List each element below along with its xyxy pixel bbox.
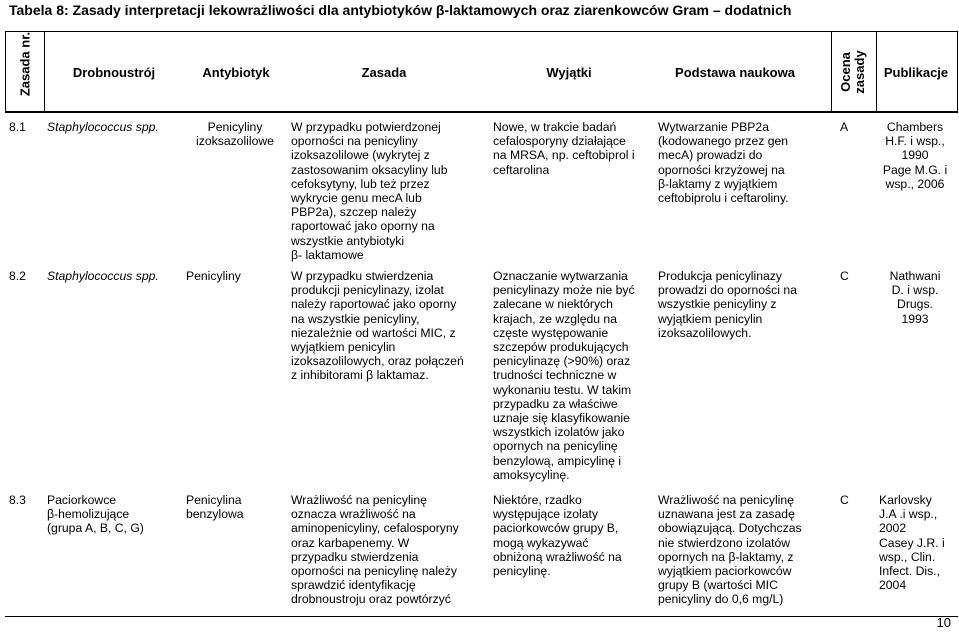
cell-rule: W przypadku potwierdzonej oporności na penicyliny izoksazolilowe (wykrytej z zastosowanim oksacyliny lub cefoksytyny, lub też przez wykrycie genu mecA lub PBP2a), szczep należy raportować jako oporny na wszystkie antybiotyki β- laktamowe	[291, 120, 448, 262]
header-rule: Zasada	[361, 65, 407, 80]
cell-exceptions: Nowe, w trakcie badań cefalosporyny działające na MRSA, np. ceftobiprol i ceftarolina	[493, 120, 635, 177]
header-divider	[831, 32, 832, 112]
cell-basis: Wrażliwość na penicylinę uznawana jest za zasadę obowiązującą. Dotychczas nie stwierdzono izolatów opornych na β-laktamy, z wyjątkiem paciorkowców grupy B (wartości MIC penicyliny do 0,6 mg/L)	[658, 493, 802, 607]
cell-organism: Paciorkowce β-hemolizujące (grupa A, B, C, G)	[47, 493, 144, 536]
header-rule-no: Zasada nr.	[17, 31, 33, 97]
header-bottom-border	[5, 111, 958, 113]
cell-basis: Wytwarzanie PBP2a (kodowanego przez gen mecA) prowadzi do oporności krzyżowej na β-laktamy z wyjątkiem ceftobiprolu i ceftaroliny.	[658, 120, 789, 206]
cell-antibiotic: Penicyliny	[186, 269, 241, 283]
cell-exceptions: Oznaczanie wytwarzania penicylinazy może nie być zalecane w niektórych krajach, ze względu na częste występowanie szczepów produkujących penicylinazę (>90%) oraz trudności techniczne w wykonaniu testu. W takim przypadku za właściwe uznaje się klasyfikowanie wszystkich izolatów jako opornych na penicylinę benzylową, ampicylinę i amoksycylinę.	[493, 269, 635, 482]
header-rule-rating: Ocena zasady	[838, 50, 867, 94]
header-microorganism: Drobnoustrój	[72, 65, 156, 80]
cell-antibiotic: Penicyliny izoksazolilowe	[196, 120, 274, 149]
header-divider	[876, 32, 877, 112]
cell-publications: Chambers H.F. i wsp., 1990 Page M.G. i wsp., 2006	[882, 120, 948, 191]
cell-rule-no: 8.1	[9, 120, 26, 134]
cell-publications: Karlovsky J.A .i wsp., 2002 Casey J.R. i wsp., Clin. Infect. Dis., 2004	[879, 493, 945, 593]
header-antibiotic: Antybiotyk	[202, 65, 270, 80]
header-publications: Publikacje	[883, 65, 949, 80]
cell-exceptions: Niektóre, rzadko występujące izolaty paciorkowców grupy B, mogą wykazywać obniżoną wrażliwość na penicylinę.	[493, 493, 622, 579]
cell-rating: C	[840, 269, 849, 283]
cell-rule: W przypadku stwierdzenia produkcji penicylinazy, izolat należy raportować jako oporny na wszystkie penicyliny, niezależnie od wartości MIC, z wyjątkiem penicylin izoksazolilowych, oraz połączeń z inhibitorami β laktamaz.	[291, 269, 464, 383]
table-top-border	[5, 31, 958, 32]
cell-publications: Nathwani D. i wsp. Drugs. 1993	[889, 269, 941, 326]
cell-antibiotic: Penicylina benzylowa	[186, 493, 244, 522]
header-divider	[44, 32, 45, 112]
table-bottom-border	[5, 616, 958, 617]
header-divider	[957, 32, 958, 112]
cell-rule-no: 8.2	[9, 269, 26, 283]
cell-rule-no: 8.3	[9, 493, 26, 507]
cell-rating: A	[840, 120, 849, 134]
cell-organism: Staphylococcus spp.	[47, 120, 159, 134]
table-title: Tabela 8: Zasady interpretacji lekowrażliwości dla antybiotyków β-laktamowych oraz ziarenkowców Gram – dodatnich	[9, 2, 792, 18]
cell-rating: C	[840, 493, 849, 507]
page-number: 10	[936, 615, 951, 630]
header-divider	[5, 32, 6, 112]
header-scientific-basis: Podstawa naukowa	[675, 65, 795, 80]
cell-basis: Produkcja penicylinazy prowadzi do oporności na wszystkie penicyliny z wyjątkiem penicylin izoksazolilowych.	[658, 269, 797, 340]
header-exceptions: Wyjątki	[546, 65, 592, 80]
cell-rule: Wrażliwość na penicylinę oznacza wrażliwość na aminopenicyliny, cefalosporyny oraz karbapenemy. W przypadku stwierdzenia oporności na penicylinę należy sprawdzić identyfikację drobnoustroju oraz powtórzyć	[291, 493, 459, 607]
cell-organism: Staphylococcus spp.	[47, 269, 159, 283]
